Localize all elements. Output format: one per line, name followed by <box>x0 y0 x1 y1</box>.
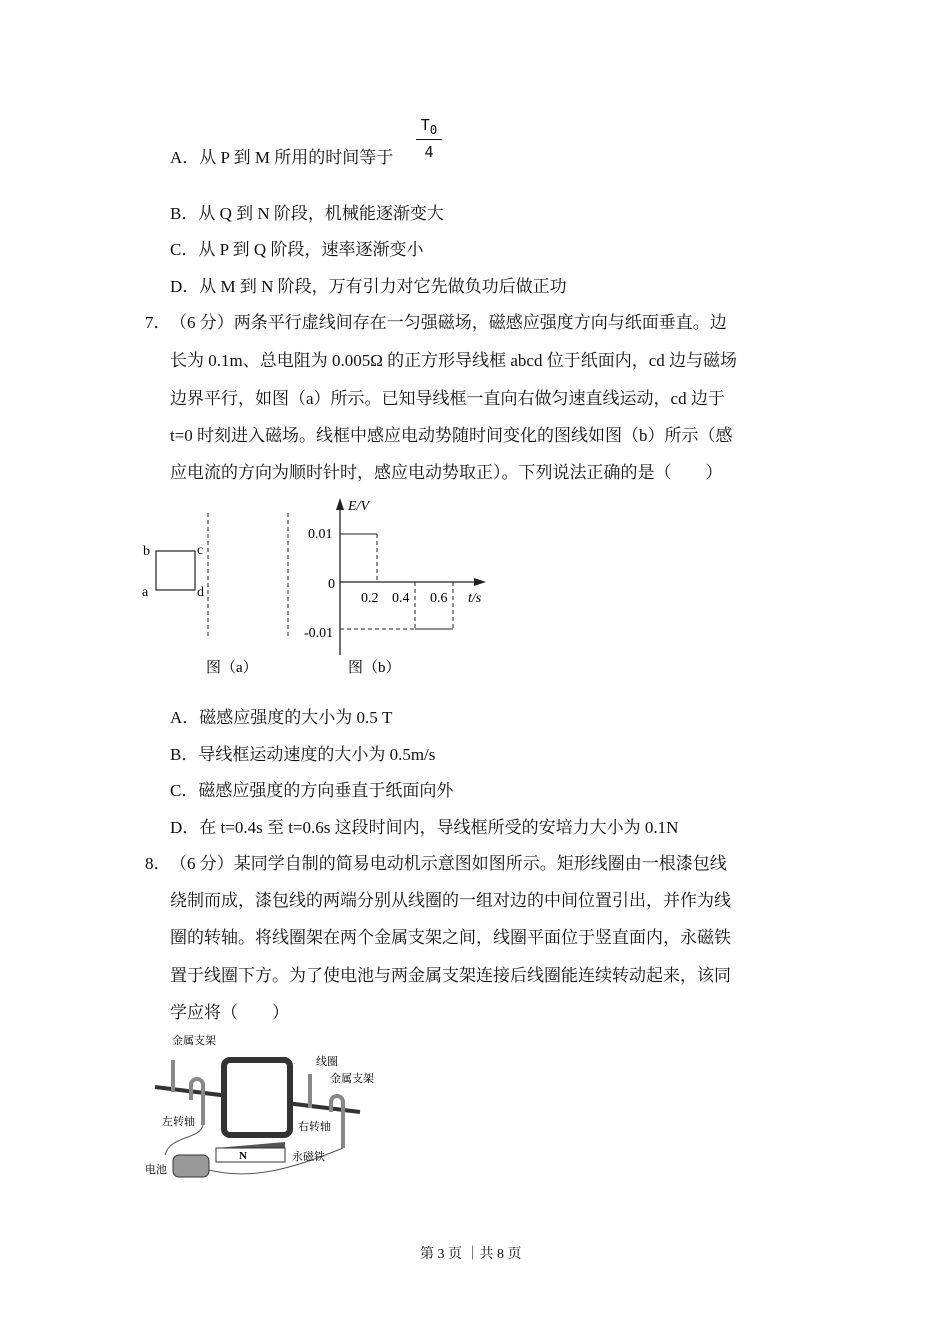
subscript: 0 <box>429 122 438 137</box>
x-axis-label: t/s <box>468 591 482 606</box>
x-tick: 0.2 <box>361 591 379 606</box>
corner-d: d <box>197 585 204 600</box>
corner-b: b <box>143 544 150 559</box>
q6-option-a: A．从 P 到 M 所用的时间等于 <box>170 148 394 167</box>
q7-line: 长为 0.1m、总电阻为 0.005Ω 的正方形导线框 abcd 位于纸面内，cd 边与磁场 <box>170 351 737 370</box>
q7-option-a: A．磁感应强度的大小为 0.5 T <box>170 708 393 727</box>
label-left-bracket: 金属支架 <box>172 1035 216 1047</box>
numerator: T <box>420 116 430 134</box>
page-footer: 第 3 页 ｜共 8 页 <box>420 1247 522 1262</box>
motor-figure <box>140 1030 400 1190</box>
q7-option-b: B．导线框运动速度的大小为 0.5m/s <box>170 745 436 764</box>
x-tick: 0.4 <box>392 591 410 606</box>
fraction-denominator: 4 <box>424 143 434 161</box>
magnet <box>216 1148 285 1162</box>
q8-line: 置于线圈下方。为了使电池与两金属支架连接后线圈能连续转动起来，该同 <box>170 966 731 985</box>
q7-number: 7． <box>145 313 171 332</box>
x-axis-arrow <box>474 578 486 586</box>
q7-line: 应电流的方向为顺时针时，感应电动势取正）。下列说法正确的是（ ） <box>170 463 723 482</box>
q6-option-b: B．从 Q 到 N 阶段，机械能逐渐变大 <box>170 204 444 223</box>
label-battery: 电池 <box>145 1164 167 1176</box>
corner-a: a <box>142 585 149 600</box>
q8-line: 绕制而成，漆包线的两端分别从线圈的一组对边的中间位置引出，并作为线 <box>170 891 731 910</box>
label-right-axis: 右转轴 <box>298 1121 331 1133</box>
q7-option-c: C．磁感应强度的方向垂直于纸面向外 <box>170 781 454 800</box>
corner-c: c <box>197 543 204 558</box>
figure-b <box>288 498 486 676</box>
q6-option-c: C．从 P 到 Q 阶段，速率逐渐变小 <box>170 240 424 259</box>
fraction-numerator <box>414 116 444 137</box>
x-tick: 0.6 <box>430 591 448 606</box>
q6-option-d: D．从 M 到 N 阶段，万有引力对它先做负功后做正功 <box>170 277 567 296</box>
q8-line: 学应将（ ） <box>170 1003 289 1022</box>
fig-b-caption: 图（b） <box>348 660 401 676</box>
q7-line: 边界平行，如图（a）所示。已知导线框一直向右做匀速直线运动，cd 边于 <box>170 389 725 408</box>
fig-a-caption: 图（a） <box>206 660 258 676</box>
q7-option-d: D．在 t=0.4s 至 t=0.6s 这段时间内，导线框所受的安培力大小为 0.1N <box>170 818 679 837</box>
q8-line: （6 分）某同学自制的简易电动机示意图如图所示。矩形线圈由一根漆包线 <box>170 854 727 873</box>
q7-line: t=0 时刻进入磁场。线框中感应电动势随时间变化的图线如图（b）所示（感 <box>170 426 733 445</box>
y-tick: -0.01 <box>304 626 334 641</box>
magnet-pole: N <box>239 1150 247 1162</box>
figure-a <box>142 513 258 676</box>
q7-line: （6 分）两条平行虚线间存在一匀强磁场，磁感应强度方向与纸面垂直。边 <box>170 313 727 332</box>
coil <box>224 1060 290 1135</box>
q8-line: 圈的转轴。将线圈架在两个金属支架之间，线圈平面位于竖直面内，永磁铁 <box>170 928 731 947</box>
y-axis-arrow <box>336 498 344 510</box>
y-tick: 0.01 <box>308 527 333 542</box>
figure-7 <box>130 490 500 680</box>
label-coil: 线圈 <box>316 1056 338 1068</box>
label-magnet: 永磁铁 <box>292 1151 325 1163</box>
battery <box>173 1155 209 1177</box>
wire-frame <box>156 551 195 590</box>
y-tick: 0 <box>328 577 335 592</box>
label-left-axis: 左转轴 <box>162 1116 195 1128</box>
fraction-bar <box>416 139 442 140</box>
q8-number: 8． <box>145 854 171 873</box>
label-right-bracket: 金属支架 <box>330 1073 374 1085</box>
y-axis-label: E/V <box>348 499 369 514</box>
